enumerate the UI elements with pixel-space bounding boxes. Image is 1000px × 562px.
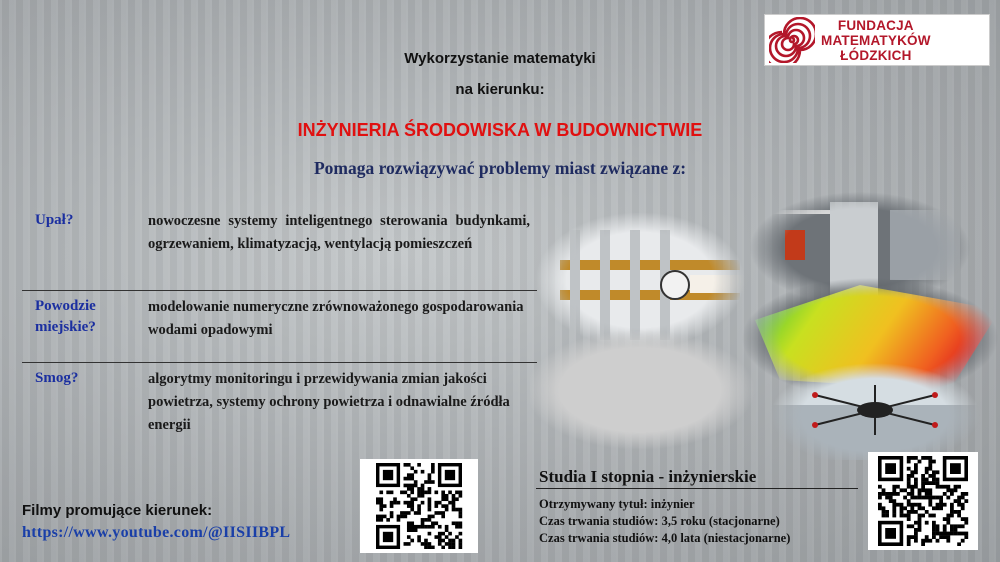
problem-label-flood: Powodzie miejskie? — [35, 298, 96, 335]
divider — [22, 290, 537, 291]
studies-info — [539, 496, 790, 547]
photo-smog-dust — [530, 330, 760, 460]
qr-code-icon — [364, 463, 474, 549]
studies-duration-parttime: Czas trwania studiów: 4,0 lata (niestacjonarne) — [539, 531, 791, 545]
logo-line-2: MATEMATYKÓW — [821, 32, 931, 48]
problem-label-smog: Smog? — [35, 370, 79, 386]
studies-duration-fulltime: Czas trwania studiów: 3,5 roku (stacjonarne) — [539, 514, 780, 528]
youtube-link[interactable]: https://www.youtube.com/@IISIIBPL — [22, 524, 291, 541]
logo-line-3: ŁÓDZKICH — [840, 47, 912, 63]
photo-collage — [530, 190, 1000, 460]
divider — [536, 488, 858, 489]
studies-degree: Otrzymywany tytuł: inżynier — [539, 497, 695, 511]
intro-line-1: Wykorzystanie matematyki — [404, 50, 596, 67]
logo-text — [821, 18, 931, 63]
page-title: INŻYNIERIA ŚRODOWISKA W BUDOWNICTWIE — [297, 120, 703, 140]
problem-desc-heat: nowoczesne systemy inteligentnego sterowania budynkami, ogrzewaniem, klimatyzacją, wentylacją pomieszczeń — [148, 213, 530, 252]
problem-desc-flood: modelowanie numeryczne zrównoważonego gospodarowania wodami opadowymi — [148, 299, 524, 338]
logo-line-1: FUNDACJA — [837, 17, 914, 33]
films-heading: Filmy promujące kierunek: — [22, 502, 213, 519]
photo-drone — [770, 360, 985, 460]
photo-heating-manifold — [530, 210, 755, 350]
studies-title: Studia I stopnia - inżynierskie — [539, 467, 757, 486]
divider — [22, 362, 537, 363]
problem-label-heat: Upał? — [35, 212, 74, 228]
problem-desc-smog: algorytmy monitoringu i przewidywania zmian jakości powietrza, systemy ochrony powietrza i odnawialne źródła energii — [148, 371, 510, 433]
qr-code-icon — [872, 456, 974, 546]
intro-line-2: na kierunku: — [455, 81, 545, 98]
spiral-logo-icon — [769, 17, 815, 63]
qr-code-films[interactable] — [360, 459, 478, 553]
foundation-logo — [764, 14, 990, 66]
page-subtitle: Pomaga rozwiązywać problemy miast związane z: — [313, 158, 687, 178]
qr-code-studies[interactable] — [868, 452, 978, 550]
